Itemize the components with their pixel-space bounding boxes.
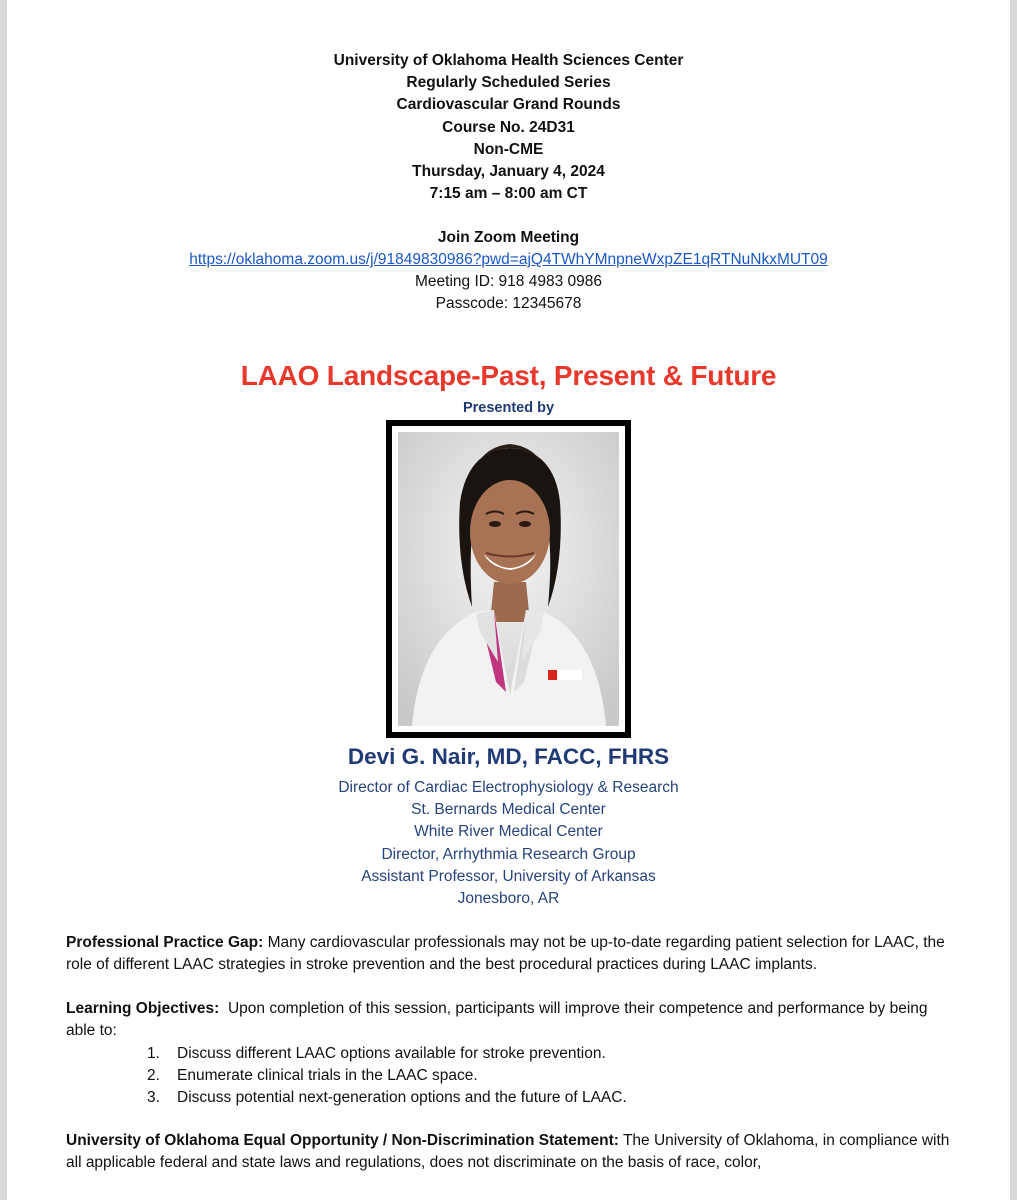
page-edge-right [1010,0,1017,1200]
equal-opportunity-label: University of Oklahoma Equal Opportunity / Non-Discrimination Statement: [66,1132,619,1149]
learning-objectives-text: Upon completion of this session, participants will improve their competence and performance by being able to: [66,1000,928,1040]
learning-objectives-label: Learning Objectives: [66,1000,220,1017]
header-date: Thursday, January 4, 2024 [412,163,605,181]
practice-gap-label: Professional Practice Gap: [66,934,264,951]
header-program: Cardiovascular Grand Rounds [396,96,621,114]
affiliation-line: Director of Cardiac Electrophysiology & Research [338,779,679,796]
list-item: 1. Discuss different LAAC options available for stroke prevention. [147,1045,606,1062]
practice-gap-text: Many cardiovascular professionals may not be up-to-date regarding patient selection for LAAC, the role of different LAAC strategies in stroke prevention and the best procedural practices during LAAC implants. [66,934,945,974]
affiliation-line: Director, Arrhythmia Research Group [381,845,636,863]
list-item: 3. Discuss potential next-generation options and the future of LAAC. [147,1089,627,1107]
header-credit-type: Non-CME [473,140,544,158]
talk-title: LAAO Landscape-Past, Present & Future [240,360,777,391]
speaker-photo-frame [386,420,631,738]
equal-opportunity-text: The University of Oklahoma, in compliance with all applicable federal and state laws and regulations, does not discriminate on the basis of race, color, [66,1132,950,1172]
zoom-link[interactable]: https://oklahoma.zoom.us/j/91849830986?pwd=ajQ4TWhYMnpneWxpZE1qRTNuNkxMUT09 [189,251,828,268]
header-institution: University of Oklahoma Health Sciences Center [333,52,684,69]
equal-opportunity-paragraph [66,1130,956,1174]
objectives-list [147,1043,947,1110]
event-header [7,50,1010,205]
zoom-info [7,227,1010,315]
affiliation-line: White River Medical Center [414,823,603,841]
zoom-passcode: Passcode: 12345678 [435,295,582,312]
speaker-affiliations [7,777,1010,910]
presented-by: Presented by [462,400,555,416]
speaker-portrait-image [398,432,619,726]
header-time: 7:15 am – 8:00 am CT [429,185,588,203]
zoom-heading: Join Zoom Meeting [437,229,580,246]
header-course-number: Course No. 24D31 [442,118,575,136]
zoom-meeting-id: Meeting ID: 918 4983 0986 [415,273,602,290]
learning-objectives-paragraph [66,998,956,1042]
speaker-photo [398,432,619,726]
affiliation-line: St. Bernards Medical Center [411,801,606,819]
speaker-name: Devi G. Nair, MD, FACC, FHRS [347,744,670,769]
page-edge-left [0,0,7,1200]
affiliation-line: Assistant Professor, University of Arkansas [361,867,656,885]
affiliation-line: Jonesboro, AR [457,890,560,908]
list-item: 2. Enumerate clinical trials in the LAAC space. [147,1067,478,1085]
practice-gap-paragraph [66,932,956,976]
document-page [7,0,1010,1200]
header-series: Regularly Scheduled Series [406,74,611,92]
